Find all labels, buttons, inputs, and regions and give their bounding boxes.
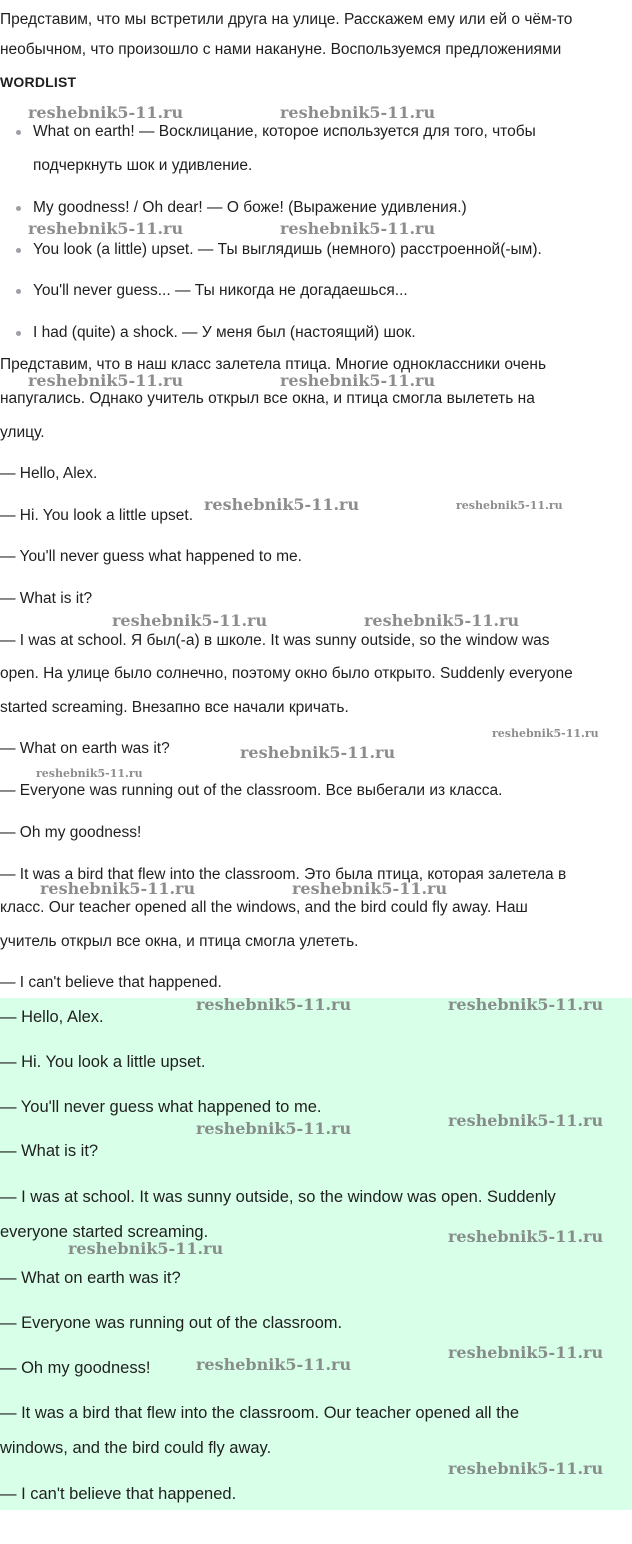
watermark: reshebnik5-11.ru (196, 995, 352, 1014)
watermark: reshebnik5-11.ru (280, 103, 436, 122)
watermark: reshebnik5-11.ru (448, 1227, 604, 1246)
dialogue-line: — You'll never guess what happened to me. (0, 548, 302, 565)
answer-line: — Everyone was running out of the classroom. (0, 1314, 343, 1332)
watermark: reshebnik5-11.ru (280, 371, 436, 390)
watermark: reshebnik5-11.ru (28, 371, 184, 390)
wordlist-item: What on earth! — Восклицание, которое используется для того, чтобы (33, 123, 536, 140)
answer-line: — I can't believe that happened. (0, 1485, 237, 1503)
watermark: reshebnik5-11.ru (448, 1343, 604, 1362)
dialogue-line: — Everyone was running out of the classroom. Все выбегали из класса. (0, 782, 503, 799)
answer-line: — Hello, Alex. (0, 1008, 104, 1026)
wordlist-heading: WORDLIST (0, 74, 77, 90)
dialogue-line: — I was at school. Я был(-а) в школе. It was sunny outside, so the window was (0, 632, 550, 649)
answer-line: — What is it? (0, 1142, 99, 1160)
bullet-dot (16, 206, 21, 211)
intro-line: Представим, что мы встретили друга на улице. Расскажем ему или ей о чём-то (0, 11, 573, 28)
answer-line: — I was at school. It was sunny outside, so the window was open. Suddenly (0, 1188, 556, 1206)
scenario-line: Представим, что в наш класс залетела птица. Многие одноклассники очень (0, 356, 547, 373)
bullet-dot (16, 130, 21, 135)
watermark: reshebnik5-11.ru (448, 1459, 604, 1478)
watermark: reshebnik5-11.ru (28, 219, 184, 238)
dialogue-line: класс. Our teacher opened all the windows, and the bird could fly away. Наш (0, 899, 528, 916)
watermark: reshebnik5-11.ru (112, 611, 268, 630)
watermark: reshebnik5-11.ru (448, 995, 604, 1014)
dialogue-line: — Hi. You look a little upset. (0, 507, 194, 524)
watermark: reshebnik5-11.ru (40, 879, 196, 898)
scenario-line: улицу. (0, 424, 45, 441)
answer-line: — You'll never guess what happened to me. (0, 1098, 322, 1116)
answer-line: — Hi. You look a little upset. (0, 1053, 206, 1071)
dialogue-line: — What on earth was it? (0, 740, 170, 757)
watermark: reshebnik5-11.ru (292, 879, 448, 898)
dialogue-line: — Hello, Alex. (0, 465, 98, 482)
dialogue-line: started screaming. Внезапно все начали кричать. (0, 699, 349, 716)
watermark: reshebnik5-11.ru (196, 1355, 352, 1374)
watermark: reshebnik5-11.ru (456, 499, 563, 512)
answer-line: — What on earth was it? (0, 1269, 181, 1287)
scenario-line: напугались. Однако учитель открыл все окна, и птица смогла вылететь на (0, 390, 535, 407)
watermark: reshebnik5-11.ru (196, 1119, 352, 1138)
dialogue-line: — It was a bird that flew into the classroom. Это была птица, которая залетела в (0, 866, 567, 883)
watermark: reshebnik5-11.ru (68, 1239, 224, 1258)
watermark: reshebnik5-11.ru (280, 219, 436, 238)
watermark: reshebnik5-11.ru (28, 103, 184, 122)
watermark: reshebnik5-11.ru (364, 611, 520, 630)
dialogue-line: — I can't believe that happened. (0, 974, 222, 991)
dialogue-line: — What is it? (0, 590, 93, 607)
answer-line: windows, and the bird could fly away. (0, 1439, 272, 1457)
answer-line: everyone started screaming. (0, 1223, 209, 1241)
bullet-dot (16, 331, 21, 336)
dialogue-line: — Oh my goodness! (0, 824, 142, 841)
answer-line: — It was a bird that flew into the classroom. Our teacher opened all the (0, 1404, 520, 1422)
dialogue-line: open. На улице было солнечно, поэтому окно было открыто. Suddenly everyone (0, 665, 573, 682)
intro-line: необычном, что произошло с нами накануне. Воспользуемся предложениями (0, 41, 562, 58)
wordlist-item: You'll never guess... — Ты никогда не догадаешься... (33, 282, 408, 299)
wordlist-item: I had (quite) a shock. — У меня был (настоящий) шок. (33, 324, 416, 341)
watermark: reshebnik5-11.ru (204, 495, 360, 514)
wordlist-item: подчеркнуть шок и удивление. (33, 157, 253, 174)
watermark: reshebnik5-11.ru (492, 727, 599, 740)
wordlist-item: You look (a little) upset. — Ты выглядишь (немного) расстроенной(-ым). (33, 241, 542, 258)
bullet-dot (16, 289, 21, 294)
bullet-dot (16, 248, 21, 253)
dialogue-line: учитель открыл все окна, и птица смогла улететь. (0, 933, 359, 950)
watermark: reshebnik5-11.ru (448, 1111, 604, 1130)
watermark: reshebnik5-11.ru (36, 767, 143, 780)
wordlist-item: My goodness! / Oh dear! — О боже! (Выражение удивления.) (33, 199, 467, 216)
watermark: reshebnik5-11.ru (240, 743, 396, 762)
answer-line: — Oh my goodness! (0, 1359, 151, 1377)
